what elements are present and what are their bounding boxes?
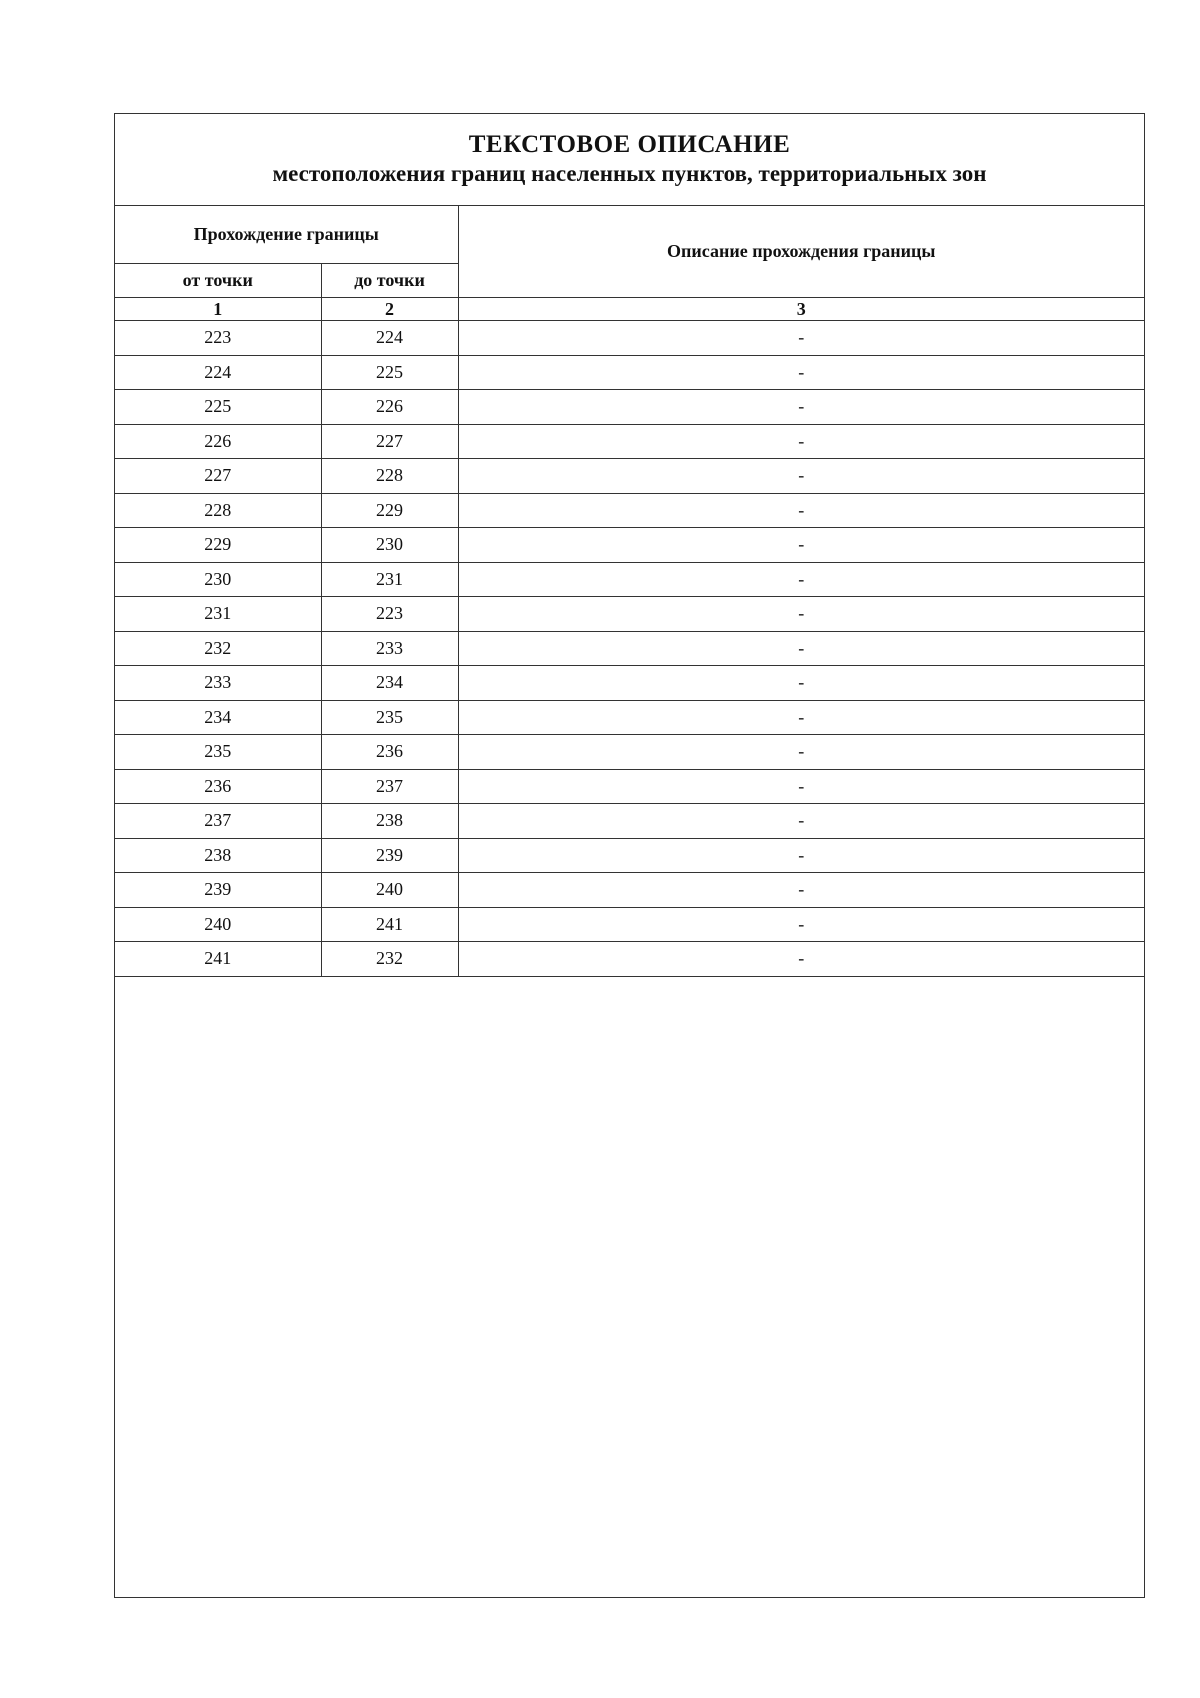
description-cell: - [458,700,1144,735]
to-point-cell: 230 [321,528,458,563]
from-point-cell: 227 [115,459,321,494]
from-point-cell: 237 [115,804,321,839]
document-frame [114,113,1145,1598]
description-cell: - [458,528,1144,563]
to-point-cell: 224 [321,321,458,356]
column-number: 1 [115,298,321,321]
to-point-cell: 233 [321,631,458,666]
description-cell: - [458,942,1144,977]
to-point-cell: 225 [321,355,458,390]
from-point-cell: 241 [115,942,321,977]
description-cell: - [458,631,1144,666]
description-cell: - [458,735,1144,770]
from-point-cell: 225 [115,390,321,425]
table-row [115,355,1144,390]
table-row [115,735,1144,770]
to-point-cell: 231 [321,562,458,597]
table-row [115,907,1144,942]
table-row [115,424,1144,459]
from-point-cell: 233 [115,666,321,701]
header-boundary-passage: Прохождение границы [115,206,458,264]
from-point-cell: 238 [115,838,321,873]
from-point-cell: 223 [115,321,321,356]
from-point-cell: 232 [115,631,321,666]
table-row [115,459,1144,494]
description-cell: - [458,597,1144,632]
from-point-cell: 236 [115,769,321,804]
header-description: Описание прохождения границы [458,206,1144,298]
document-subtitle: местоположения границ населенных пунктов, территориальных зон [272,161,987,186]
table-row [115,804,1144,839]
description-cell: - [458,390,1144,425]
column-number: 2 [321,298,458,321]
table-row [115,873,1144,908]
description-cell: - [458,838,1144,873]
to-point-cell: 239 [321,838,458,873]
to-point-cell: 235 [321,700,458,735]
from-point-cell: 231 [115,597,321,632]
to-point-cell: 241 [321,907,458,942]
from-point-cell: 224 [115,355,321,390]
description-cell: - [458,562,1144,597]
table-row [115,942,1144,977]
document-title: ТЕКСТОВОЕ ОПИСАНИЕ [468,131,791,158]
to-point-cell: 228 [321,459,458,494]
table-row [115,666,1144,701]
table-row [115,528,1144,563]
from-point-cell: 239 [115,873,321,908]
from-point-cell: 235 [115,735,321,770]
from-point-cell: 234 [115,700,321,735]
table-row [115,597,1144,632]
title-block [115,114,1144,206]
to-point-cell: 234 [321,666,458,701]
to-point-cell: 236 [321,735,458,770]
column-number: 3 [458,298,1144,321]
from-point-cell: 229 [115,528,321,563]
description-cell: - [458,873,1144,908]
to-point-cell: 240 [321,873,458,908]
to-point-cell: 227 [321,424,458,459]
description-cell: - [458,459,1144,494]
from-point-cell: 226 [115,424,321,459]
table-row [115,493,1144,528]
description-cell: - [458,907,1144,942]
from-point-cell: 240 [115,907,321,942]
from-point-cell: 230 [115,562,321,597]
table-row [115,769,1144,804]
table-row [115,321,1144,356]
boundary-table [115,206,1144,977]
description-cell: - [458,355,1144,390]
table-row [115,390,1144,425]
description-cell: - [458,321,1144,356]
header-to-point: до точки [321,264,458,298]
header-from-point: от точки [115,264,321,298]
to-point-cell: 223 [321,597,458,632]
to-point-cell: 238 [321,804,458,839]
description-cell: - [458,769,1144,804]
table-row [115,700,1144,735]
description-cell: - [458,666,1144,701]
to-point-cell: 229 [321,493,458,528]
column-number-row [115,298,1144,321]
description-cell: - [458,424,1144,459]
table-body [115,321,1144,977]
table-row [115,562,1144,597]
from-point-cell: 228 [115,493,321,528]
to-point-cell: 237 [321,769,458,804]
to-point-cell: 226 [321,390,458,425]
description-cell: - [458,804,1144,839]
description-cell: - [458,493,1144,528]
table-row [115,631,1144,666]
to-point-cell: 232 [321,942,458,977]
table-row [115,838,1144,873]
